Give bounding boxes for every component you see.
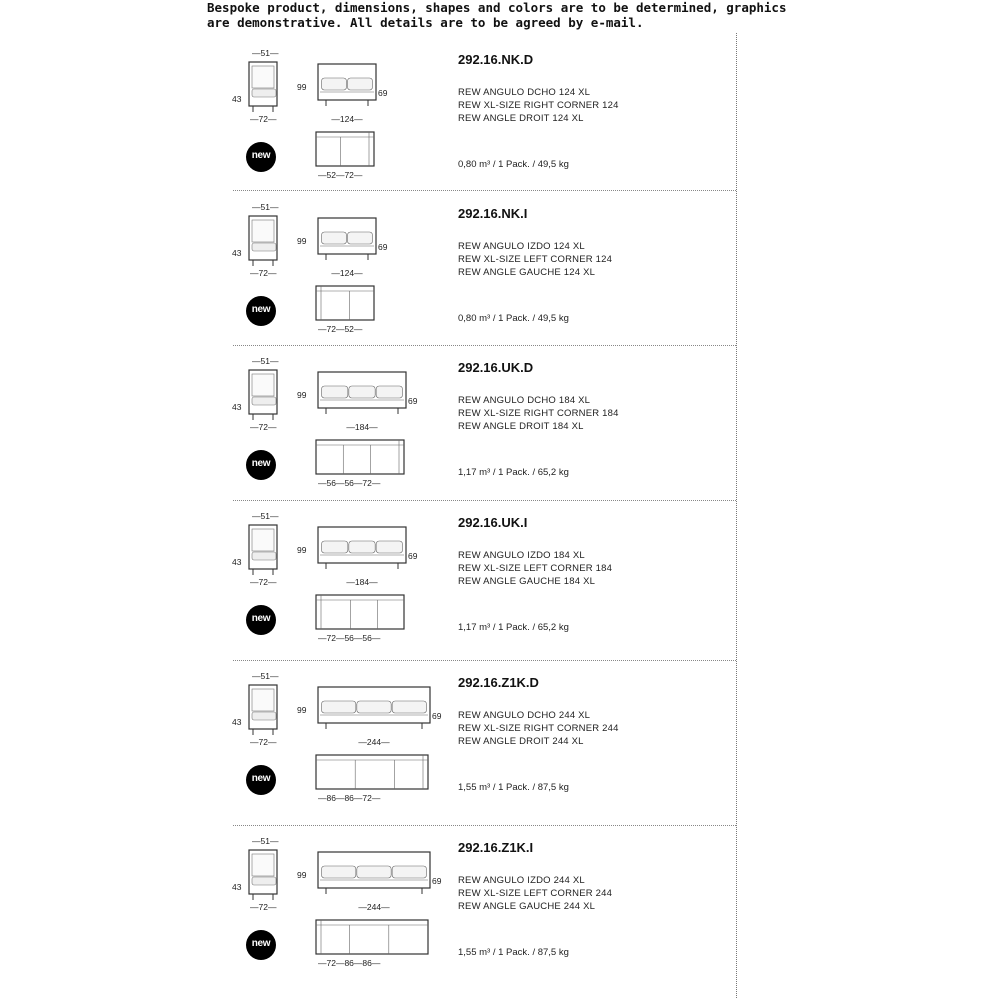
product-description-line: REW XL-SIZE RIGHT CORNER 244 <box>458 723 619 734</box>
product-description-line: REW ANGLE GAUCHE 244 XL <box>458 901 596 912</box>
dim-side-width: —51— <box>252 48 279 58</box>
row-separator <box>233 660 736 661</box>
new-badge <box>246 765 276 795</box>
plan-view-drawing <box>316 286 378 322</box>
row-separator <box>233 825 736 826</box>
dim-seat-height: 43 <box>232 248 242 258</box>
product-code: 292.16.UK.I <box>458 515 528 530</box>
product-code: 292.16.UK.D <box>458 360 534 375</box>
dim-back-height: 99 <box>297 390 307 400</box>
product-description-line: REW ANGLE DROIT 184 XL <box>458 421 584 432</box>
dim-seat-height: 43 <box>232 717 242 727</box>
packaging-info: 0,80 m³ / 1 Pack. / 49,5 kg <box>458 313 569 324</box>
front-view-drawing <box>318 527 416 572</box>
new-badge <box>246 930 276 960</box>
dim-seat-height: 43 <box>232 402 242 412</box>
product-description-line: REW ANGLE DROIT 124 XL <box>458 113 584 124</box>
dim-side-depth: —72— <box>250 422 277 432</box>
side-view-drawing <box>249 850 289 902</box>
front-view-drawing <box>318 852 440 897</box>
front-view-drawing <box>318 687 440 732</box>
new-badge-label: new <box>251 773 271 784</box>
product-description-line: REW XL-SIZE LEFT CORNER 124 <box>458 254 613 265</box>
dim-front-width: —124— <box>331 114 363 124</box>
new-badge <box>246 296 276 326</box>
packaging-info: 0,80 m³ / 1 Pack. / 49,5 kg <box>458 159 569 170</box>
front-view-drawing <box>318 372 416 417</box>
new-badge-label: new <box>251 150 271 161</box>
row-separator <box>233 190 736 191</box>
dim-side-depth: —72— <box>250 577 277 587</box>
dim-front-height: 69 <box>378 242 388 252</box>
dim-back-height: 99 <box>297 705 307 715</box>
new-badge <box>246 142 276 172</box>
plan-view-drawing <box>316 440 408 476</box>
dim-front-height: 69 <box>432 876 442 886</box>
front-view-drawing <box>318 218 386 263</box>
table-right-border <box>736 33 737 998</box>
dim-plan-widths: —72—52— <box>318 324 363 334</box>
front-view-drawing <box>318 64 386 109</box>
dim-front-width: —244— <box>358 737 390 747</box>
new-badge-label: new <box>251 613 271 624</box>
dim-front-height: 69 <box>378 88 388 98</box>
dim-back-height: 99 <box>297 236 307 246</box>
dim-front-width: —184— <box>346 422 378 432</box>
dim-back-height: 99 <box>297 82 307 92</box>
product-code: 292.16.NK.D <box>458 52 534 67</box>
dim-front-height: 69 <box>408 396 418 406</box>
packaging-info: 1,55 m³ / 1 Pack. / 87,5 kg <box>458 947 569 958</box>
row-separator <box>233 345 736 346</box>
dim-plan-widths: —72—56—56— <box>318 633 381 643</box>
side-view-drawing <box>249 62 289 114</box>
dim-seat-height: 43 <box>232 94 242 104</box>
new-badge-label: new <box>251 304 271 315</box>
side-view-drawing <box>249 216 289 268</box>
dim-front-height: 69 <box>408 551 418 561</box>
dim-front-width: —124— <box>331 268 363 278</box>
plan-view-drawing <box>316 920 432 956</box>
product-description-line: REW ANGLE DROIT 244 XL <box>458 736 584 747</box>
row-separator <box>233 500 736 501</box>
packaging-info: 1,55 m³ / 1 Pack. / 87,5 kg <box>458 782 569 793</box>
packaging-info: 1,17 m³ / 1 Pack. / 65,2 kg <box>458 622 569 633</box>
product-description-line: REW ANGLE GAUCHE 124 XL <box>458 267 596 278</box>
packaging-info: 1,17 m³ / 1 Pack. / 65,2 kg <box>458 467 569 478</box>
dim-seat-height: 43 <box>232 882 242 892</box>
dim-side-width: —51— <box>252 202 279 212</box>
new-badge <box>246 450 276 480</box>
disclaimer-text: Bespoke product, dimensions, shapes and colors are to be determined, graphics are demonstrative. All details are to be agreed by e-mail. <box>207 0 787 30</box>
product-description-line: REW XL-SIZE LEFT CORNER 184 <box>458 563 613 574</box>
product-description-line: REW XL-SIZE RIGHT CORNER 124 <box>458 100 619 111</box>
dim-side-width: —51— <box>252 356 279 366</box>
product-description-line: REW ANGULO IZDO 244 XL <box>458 875 585 886</box>
dim-side-depth: —72— <box>250 902 277 912</box>
dim-back-height: 99 <box>297 870 307 880</box>
dim-side-width: —51— <box>252 671 279 681</box>
product-code: 292.16.Z1K.I <box>458 840 534 855</box>
product-description-line: REW ANGULO IZDO 124 XL <box>458 241 585 252</box>
side-view-drawing <box>249 685 289 737</box>
dim-side-width: —51— <box>252 511 279 521</box>
product-code: 292.16.NK.I <box>458 206 528 221</box>
dim-back-height: 99 <box>297 545 307 555</box>
product-description-line: REW ANGULO IZDO 184 XL <box>458 550 585 561</box>
dim-seat-height: 43 <box>232 557 242 567</box>
dim-side-depth: —72— <box>250 268 277 278</box>
side-view-drawing <box>249 525 289 577</box>
new-badge-label: new <box>251 458 271 469</box>
dim-front-width: —244— <box>358 902 390 912</box>
dim-plan-widths: —56—56—72— <box>318 478 381 488</box>
product-description-line: REW XL-SIZE RIGHT CORNER 184 <box>458 408 619 419</box>
dim-plan-widths: —72—86—86— <box>318 958 381 968</box>
product-description-line: REW XL-SIZE LEFT CORNER 244 <box>458 888 613 899</box>
dim-front-height: 69 <box>432 711 442 721</box>
plan-view-drawing <box>316 132 378 168</box>
product-description-line: REW ANGULO DCHO 244 XL <box>458 710 591 721</box>
dim-front-width: —184— <box>346 577 378 587</box>
dim-plan-widths: —52—72— <box>318 170 363 180</box>
product-description-line: REW ANGLE GAUCHE 184 XL <box>458 576 596 587</box>
product-description-line: REW ANGULO DCHO 184 XL <box>458 395 591 406</box>
plan-view-drawing <box>316 595 408 631</box>
dim-side-depth: —72— <box>250 114 277 124</box>
dim-plan-widths: —86—86—72— <box>318 793 381 803</box>
new-badge-label: new <box>251 938 271 949</box>
plan-view-drawing <box>316 755 432 791</box>
side-view-drawing <box>249 370 289 422</box>
dim-side-width: —51— <box>252 836 279 846</box>
product-description-line: REW ANGULO DCHO 124 XL <box>458 87 591 98</box>
product-code: 292.16.Z1K.D <box>458 675 539 690</box>
new-badge <box>246 605 276 635</box>
dim-side-depth: —72— <box>250 737 277 747</box>
